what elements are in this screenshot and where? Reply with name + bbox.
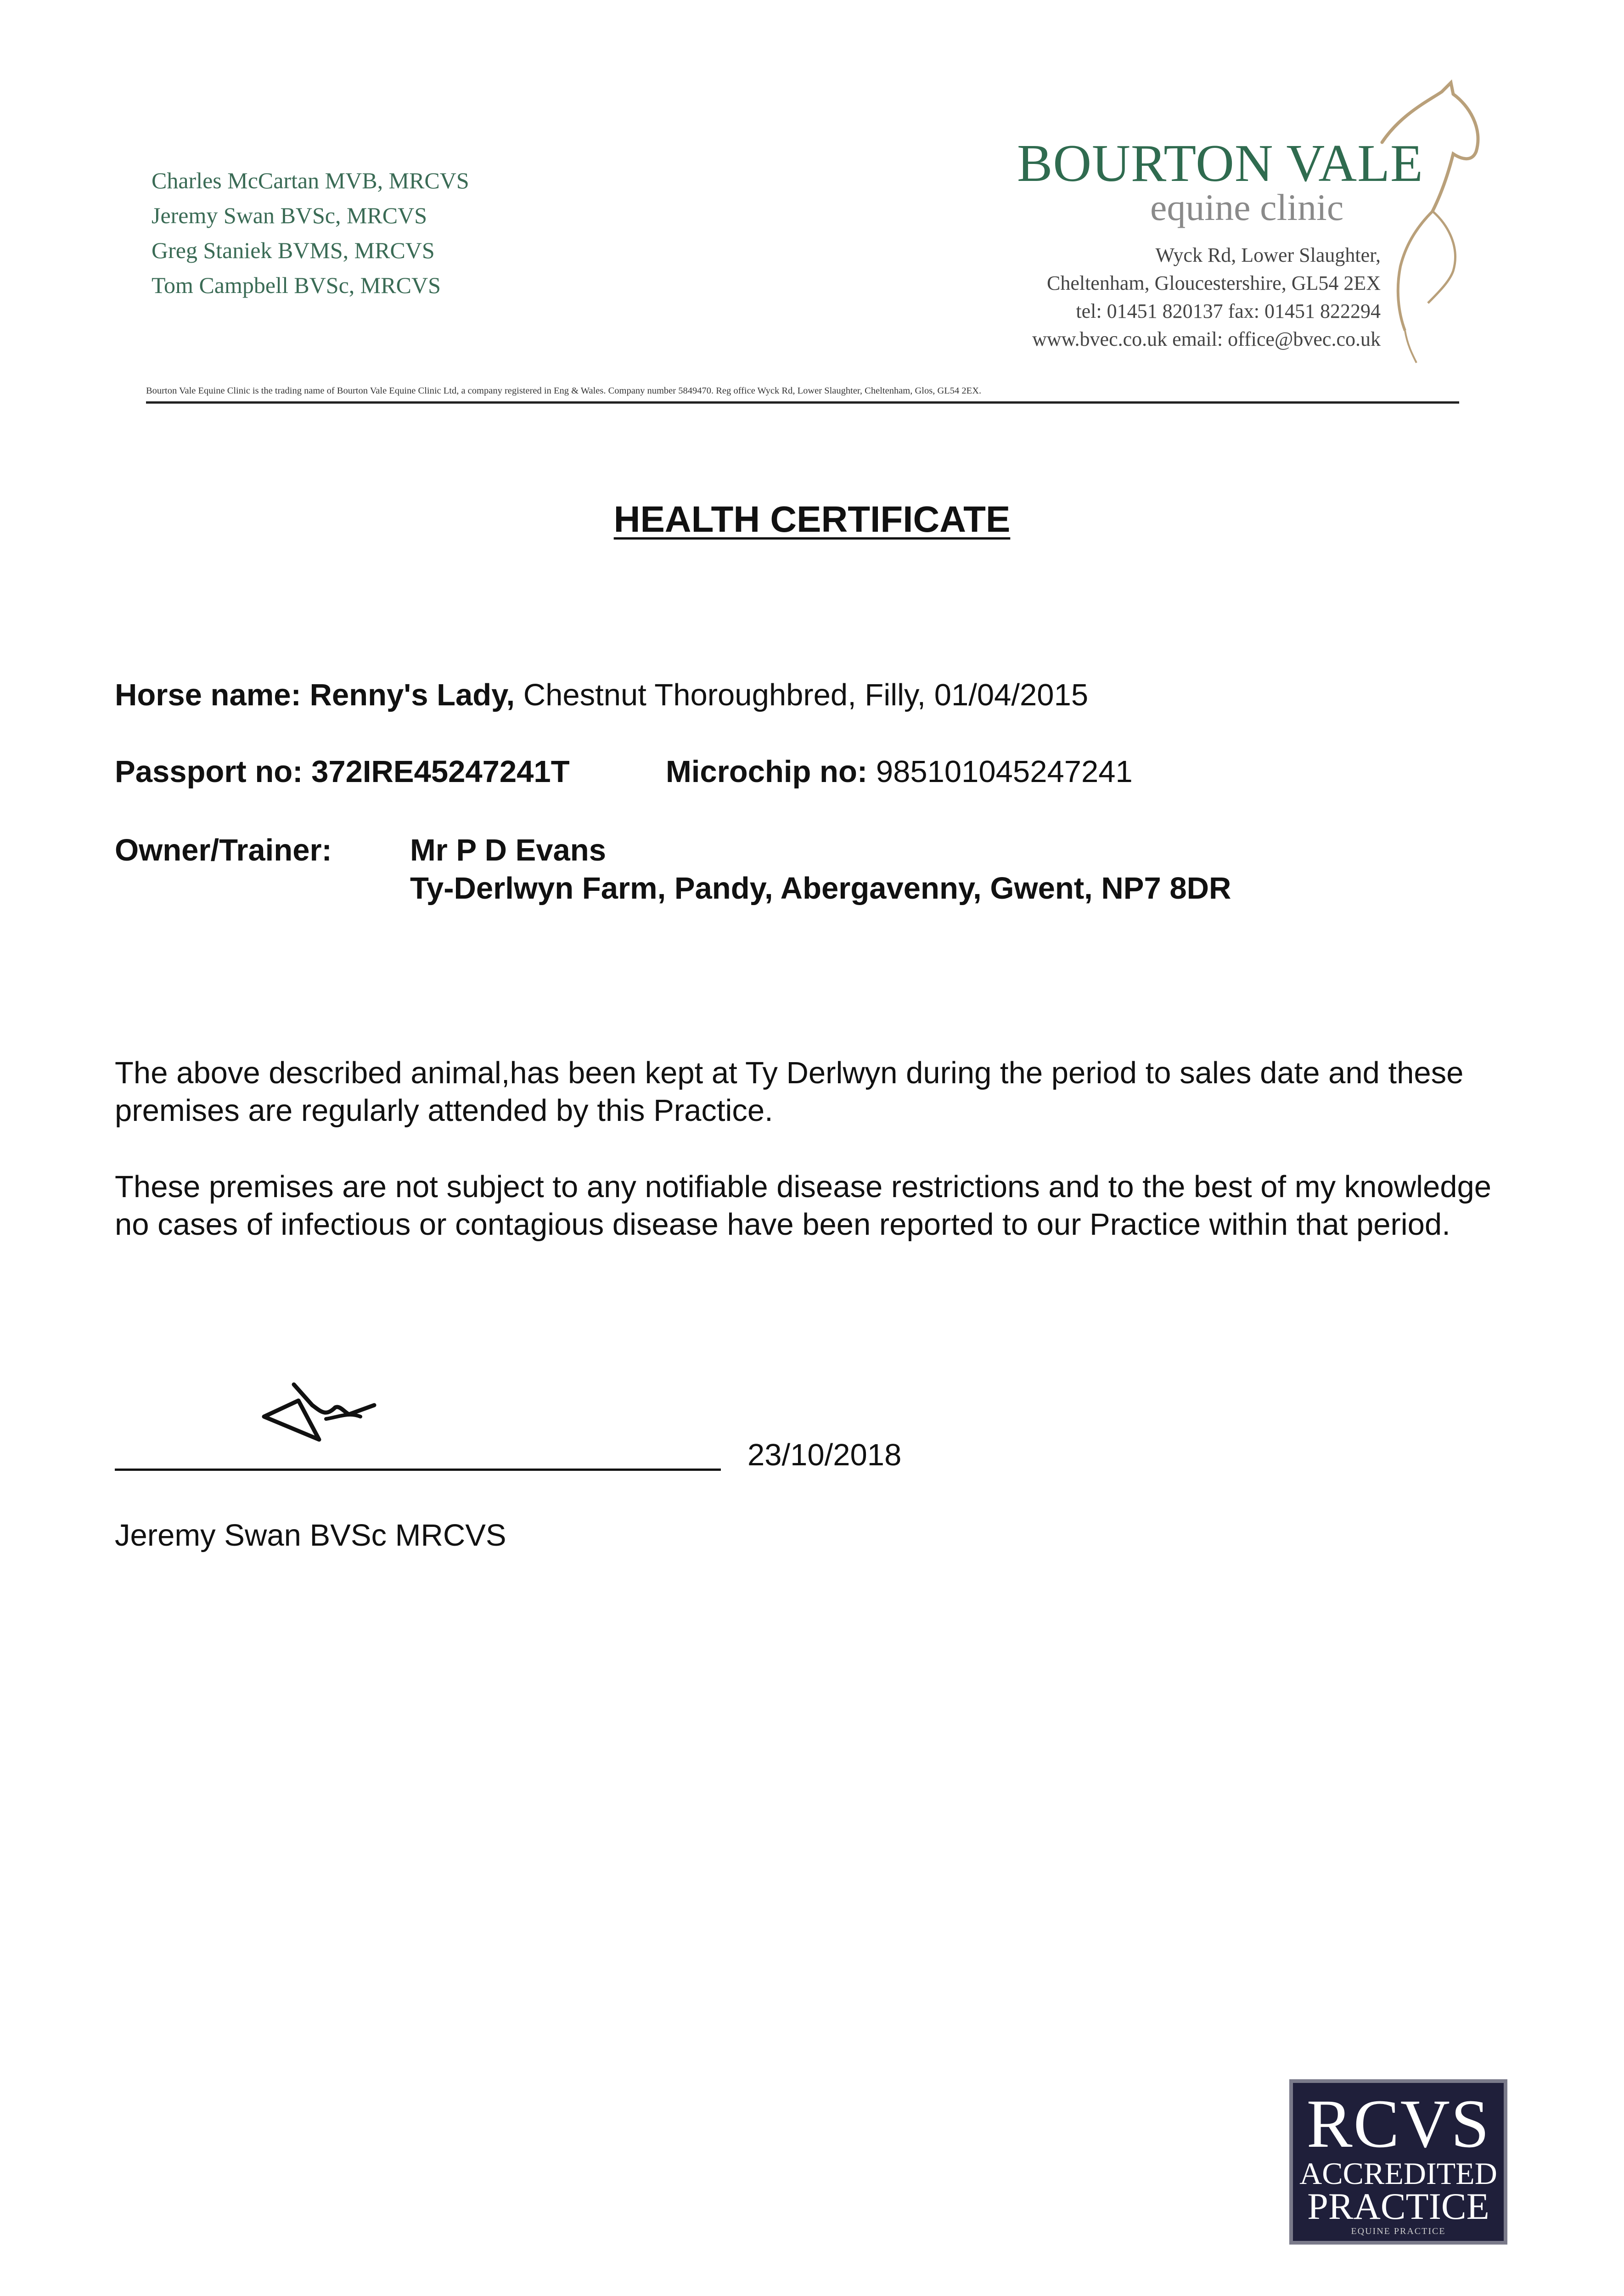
company-registration: Bourton Vale Equine Clinic is the trading name of Bourton Vale Equine Clinic Ltd, a company registered in Eng & Wales. Company number 5849470. Reg office Wyck Rd, Lower Slaughter, Cheltenham, Glos, GL54 2EX.	[146, 386, 982, 396]
paragraph: These premises are not subject to any notifiable disease restrictions and to the best of my knowledge no cases of infectious or contagious disease have been reported to our Practice within that period.	[115, 1170, 1492, 1242]
passport-label: Passport no:	[115, 754, 303, 789]
paragraph: The above described animal,has been kept at Ty Derlwyn during the period to sales date and these premises are regularly attended by this Practice.	[115, 1056, 1464, 1128]
header-divider	[146, 401, 1459, 404]
badge-accredited: ACCREDITED	[1299, 2156, 1497, 2191]
horse-logo-icon	[1373, 73, 1488, 367]
vet-list	[152, 163, 469, 303]
vet-name: Jeremy Swan BVSc, MRCVS	[152, 203, 427, 228]
owner-address: Ty-Derlwyn Farm, Pandy, Abergavenny, Gwent, NP7 8DR	[410, 871, 1231, 906]
vet-name: Tom Campbell BVSc, MRCVS	[152, 272, 441, 298]
signature-mark-icon	[257, 1375, 386, 1453]
address-line: www.bvec.co.uk email: office@bvec.co.uk	[1032, 328, 1381, 350]
microchip-label: Microchip no:	[666, 754, 868, 789]
owner-name: Mr P D Evans	[410, 833, 606, 867]
owner-label: Owner/Trainer:	[115, 833, 332, 867]
signer-name: Jeremy Swan BVSc MRCVS	[115, 1518, 506, 1553]
clinic-name: BOURTON VALE	[1017, 134, 1423, 193]
clinic-subtitle: equine clinic	[1150, 186, 1344, 228]
clinic-address	[1032, 241, 1381, 353]
page-title	[0, 498, 1624, 540]
address-line: Cheltenham, Gloucestershire, GL54 2EX	[1046, 272, 1381, 294]
horse-name: Renny's Lady,	[309, 678, 515, 712]
passport-row	[115, 754, 570, 789]
address-line: tel: 01451 820137 fax: 01451 822294	[1076, 300, 1381, 322]
horse-label: Horse name:	[115, 678, 301, 712]
rcvs-accreditation-badge	[1289, 2079, 1507, 2245]
signature-line	[115, 1469, 721, 1471]
microchip-number: 985101045247241	[876, 754, 1133, 789]
vet-name: Greg Staniek BVMS, MRCVS	[152, 237, 435, 263]
vet-name: Charles McCartan MVB, MRCVS	[152, 168, 469, 193]
passport-number: 372IRE45247241T	[311, 754, 570, 789]
horse-description: Chestnut Thoroughbred, Filly, 01/04/2015	[523, 678, 1089, 712]
microchip-row	[666, 754, 1133, 789]
title-text: HEALTH CERTIFICATE	[613, 499, 1011, 540]
signature-date: 23/10/2018	[747, 1438, 902, 1472]
badge-type: EQUINE PRACTICE	[1351, 2226, 1446, 2236]
horse-row	[115, 677, 1088, 713]
address-line: Wyck Rd, Lower Slaughter,	[1155, 244, 1381, 266]
badge-rcvs: RCVS	[1306, 2086, 1490, 2162]
badge-practice: PRACTICE	[1307, 2185, 1489, 2227]
